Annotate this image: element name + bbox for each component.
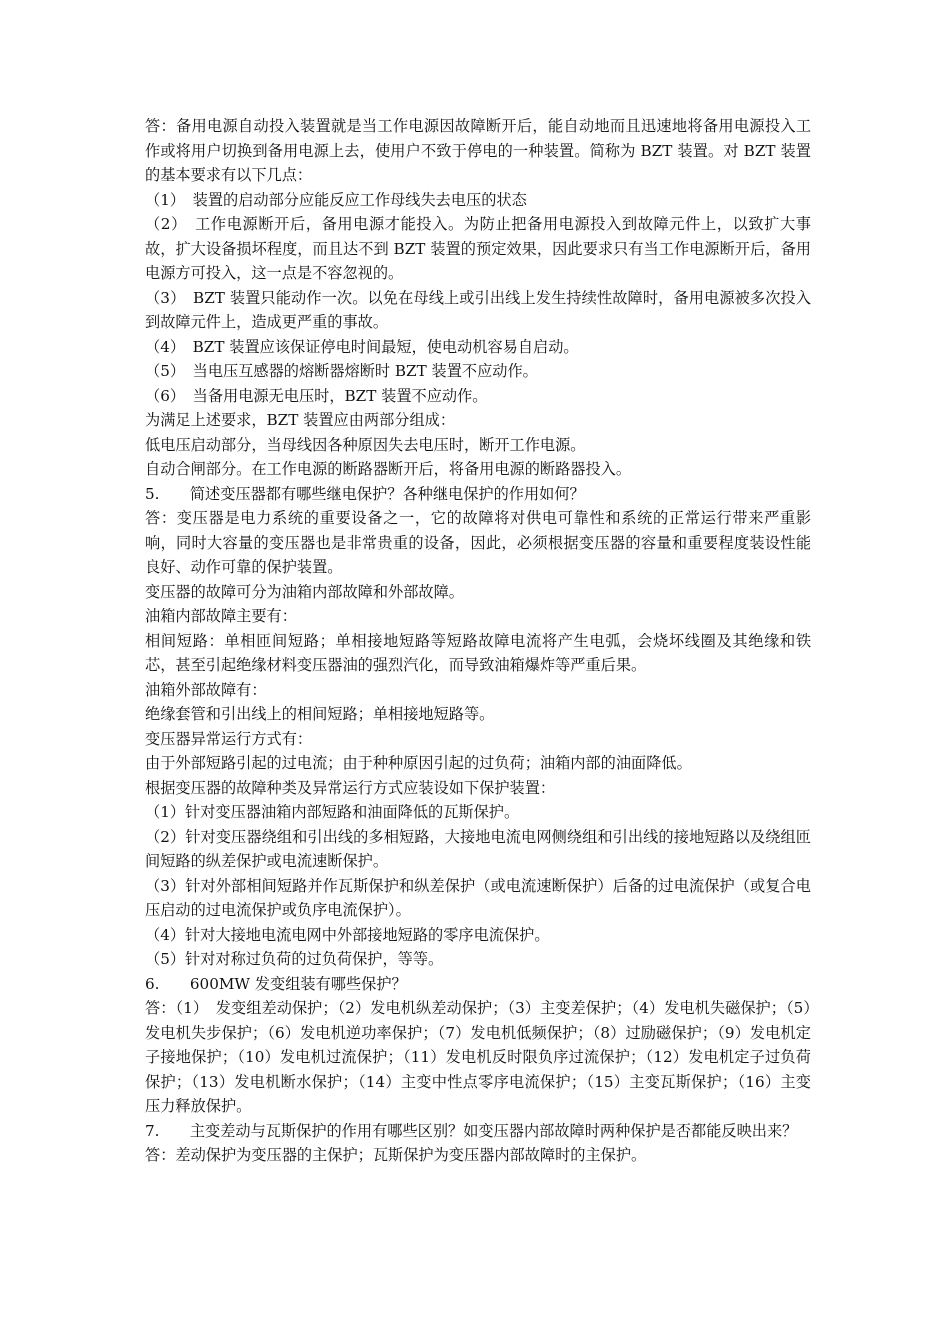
paragraph-internal-faults: 相间短路：单相匝间短路；单相接地短路等短路故障电流将产生电弧，会烧坏线圈及其绝缘和铁芯，甚至引起绝缘材料变压器油的强烈汽化，而导致油箱爆炸等严重后果。 [145, 631, 811, 674]
paragraph-protection-heading: 根据变压器的故障种类及异常运行方式应装设如下保护装置： [145, 778, 556, 797]
paragraph-protection-2: （2）针对变压器绕组和引出线的多相短路，大接地电流电网侧绕组和引出线的接地短路以及绕组匝间短路的纵差保护或电流速断保护。 [145, 827, 811, 870]
paragraph-protection-1: （1）针对变压器油箱内部短路和油面降低的瓦斯保护。 [145, 803, 520, 821]
paragraph-bzt-req-1: （1） 装置的启动部分应能反应工作母线失去电压的状态 [145, 190, 527, 209]
paragraph-bzt-parts: 为满足上述要求，BZT 装置应由两部分组成： [145, 411, 456, 429]
paragraph-protection-3: （3）针对外部相间短路并作瓦斯保护和纵差保护（或电流速断保护）后备的过电流保护（或复合电压启动的过电流保护或负序电流保护）。 [145, 876, 811, 919]
paragraph-bzt-req-2: （2） 工作电源断开后，备用电源才能投入。为防止把备用电源投入到故障元件上，以致扩大事故，扩大设备损坏程度，而且达不到 BZT 装置的预定效果，因此要求只有当工作电源断开后，备用电源方可投入，这一点是不容忽视的。 [145, 215, 811, 282]
paragraph-protection-5: （5）针对对称过负荷的过负荷保护，等等。 [145, 950, 444, 968]
question-6: 6. 600MW 发变组装有哪些保护？ [145, 974, 407, 993]
document-body [145, 114, 811, 1168]
paragraph-abnormal: 由于外部短路引起的过电流；由于种种原因引起的过负荷；油箱内部的油面降低。 [145, 754, 692, 772]
answer-5-intro: 答：变压器是电力系统的重要设备之一，它的故障将对供电可靠性和系统的正常运行带来严重影响，同时大容量的变压器也是非常贵重的设备，因此，必须根据变压器的容量和重要程度装设性能良好、动作可靠的保护装置。 [145, 509, 811, 576]
paragraph-abnormal-heading: 变压器异常运行方式有： [145, 729, 313, 748]
answer-7: 答：差动保护为变压器的主保护；瓦斯保护为变压器内部故障时的主保护。 [145, 1146, 647, 1164]
paragraph-fault-types: 变压器的故障可分为油箱内部故障和外部故障。 [145, 582, 464, 601]
question-7: 7. 主变差动与瓦斯保护的作用有哪些区别？如变压器内部故障时两种保护是否都能反映出来？ [145, 1121, 798, 1140]
paragraph-protection-4: （4）针对大接地电流电网中外部接地短路的零序电流保护。 [145, 925, 550, 944]
paragraph-internal-faults-heading: 油箱内部故障主要有： [145, 607, 297, 625]
paragraph-external-faults: 绝缘套管和引出线上的相间短路；单相接地短路等。 [145, 705, 495, 723]
paragraph-bzt-req-5: （5） 当电压互感器的熔断器熔断时 BZT 装置不应动作。 [145, 362, 538, 380]
question-5: 5. 简述变压器都有哪些继电保护？各种继电保护的作用如何？ [145, 484, 585, 503]
paragraph-bzt-req-4: （4） BZT 装置应该保证停电时间最短，使电动机容易自启动。 [145, 337, 579, 356]
paragraph-low-voltage-start: 低电压启动部分，当母线因各种原因失去电压时，断开工作电源。 [145, 435, 586, 454]
paragraph-external-faults-heading: 油箱外部故障有： [145, 680, 267, 699]
answer-6: 答：（1） 发变组差动保护；（2）发电机纵差动保护；（3）主变差保护；（4）发电机失磁保护；（5）发电机失步保护；（6）发电机逆功率保护；（7）发电机低频保护；（8）过励磁保护；（9）发电机定子接地保护；（10）发电机过流保护；（11）发电机反时限负序过流保护；（12）发电机定子过负荷保护；（13）发电机断水保护；（14）主变中性点零序电流保护；（15）主变瓦斯保护；（16）主变压力释放保护。 [145, 999, 811, 1115]
paragraph-bzt-definition: 答：备用电源自动投入装置就是当工作电源因故障断开后，能自动地而且迅速地将备用电源投入工作或将用户切换到备用电源上去，使用户不致于停电的一种装置。简称为 BZT 装置。对 BZT 装置的基本要求有以下几点： [145, 117, 811, 184]
paragraph-bzt-req-3: （3） BZT 装置只能动作一次。以免在母线上或引出线上发生持续性故障时，备用电源被多次投入到故障元件上，造成更严重的事故。 [145, 288, 811, 331]
paragraph-auto-close: 自动合闸部分。在工作电源的断路器断开后，将备用电源的断路器投入。 [145, 460, 631, 478]
paragraph-bzt-req-6: （6） 当备用电源无电压时，BZT 装置不应动作。 [145, 386, 488, 405]
